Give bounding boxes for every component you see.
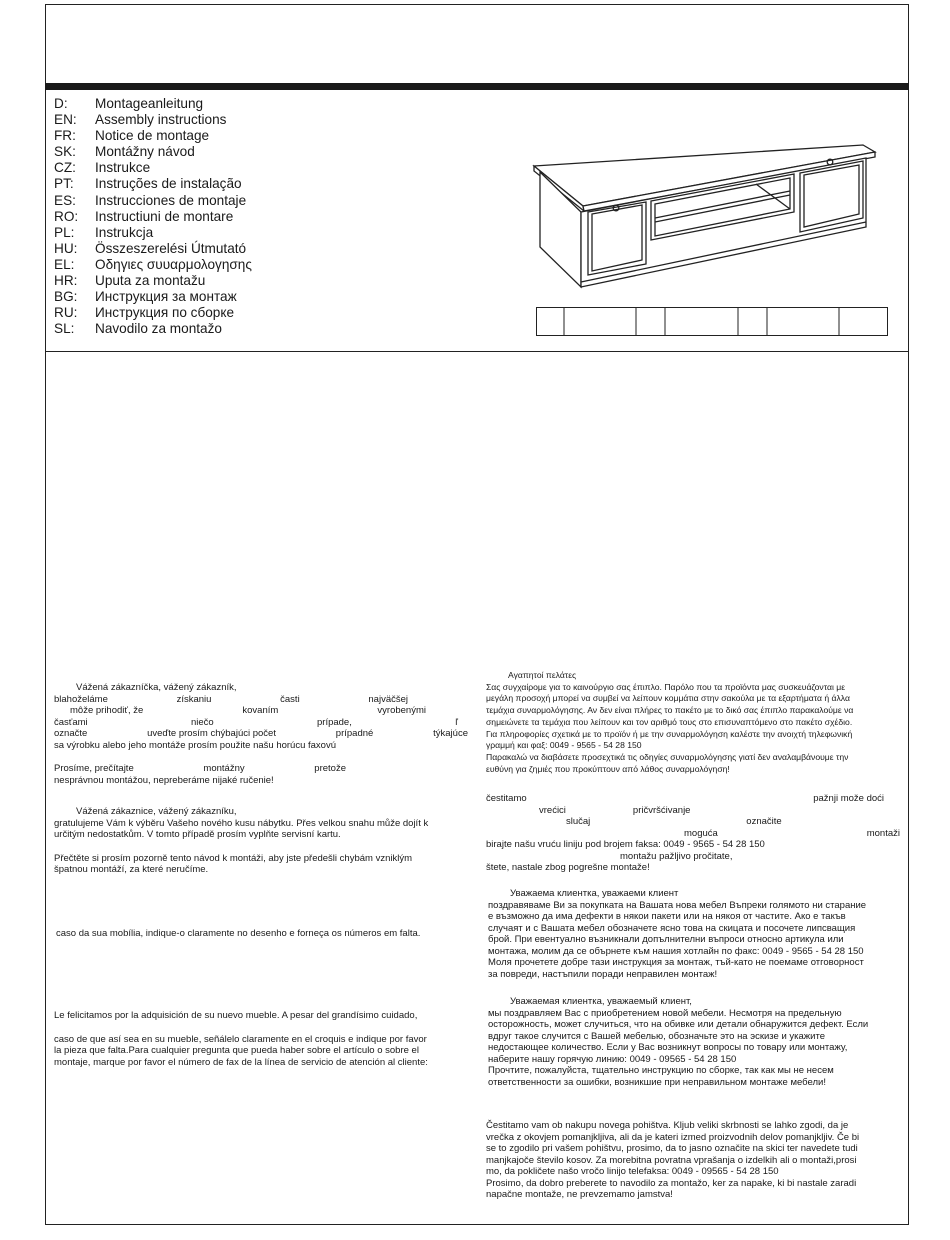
word: Prosíme, prečítajte: [54, 763, 134, 774]
note-line: вдруг такое случится с Вашей мебелью, обозначьте это на эскизе и укажите: [488, 1030, 825, 1042]
language-row-sk: [54, 144, 252, 160]
note-line: napačne montaže, ne prevzemamo jamstva!: [486, 1189, 673, 1200]
note-line: [54, 763, 346, 775]
word: prípadné: [335, 728, 374, 739]
language-code: RO:: [54, 208, 79, 224]
word: časti: [280, 693, 300, 705]
word: najväčšej: [368, 693, 408, 705]
language-title: Összeszerelési Útmutató: [95, 240, 247, 256]
note-line: Přečtěte si prosím pozorně tento návod k montáži, aby jste předešli chybám vzniklým: [54, 852, 412, 864]
word: časťami: [54, 716, 88, 728]
word: čestitamo: [486, 793, 527, 804]
language-row-pl: [54, 225, 252, 241]
note-line: štete, nastale zbog pogrešne montaže!: [486, 862, 650, 873]
language-row-el: [54, 257, 252, 273]
language-code: CZ:: [54, 160, 76, 176]
language-code: EN:: [54, 112, 77, 128]
note-bg: [488, 888, 866, 980]
note-es: [54, 1010, 428, 1068]
language-code: PT:: [54, 176, 74, 192]
note-line: Prosimo, da dobro preberete to navodilo za montažo, ker za napake, ki bi nastale zaradi: [486, 1177, 857, 1189]
language-title: Navodilo za montažo: [95, 321, 222, 337]
word: označite: [746, 816, 782, 827]
language-title: Montážny návod: [95, 144, 195, 160]
language-title: Instrukce: [95, 160, 151, 176]
note-line: τεμάχια συναρμολόγησης. Αν δεν είναι πλήρες το πακέτο με το δικό σας έπιπλο παρακαλούμε να: [486, 705, 854, 716]
note-pt: [56, 928, 420, 940]
language-title: Montageanleitung: [95, 96, 204, 111]
word: vrećici: [539, 804, 566, 816]
language-row-ro: [54, 209, 252, 225]
note-line: γραμμή και φαξ: 0049 - 9565 - 54 28 150: [486, 740, 642, 751]
note-greeting: Уважаема клиентка, уважаеми клиент: [510, 888, 679, 899]
language-row-cz: [54, 160, 252, 176]
language-title: Instrucciones de montaje: [95, 192, 247, 208]
note-line: sa výrobku alebo jeho montáže prosím použite našu horúcu faxovú: [54, 739, 336, 751]
language-code: RU:: [54, 305, 78, 321]
language-title: Assembly instructions: [95, 112, 227, 128]
header-rule: [45, 83, 909, 90]
note-line: [486, 816, 900, 828]
note-line: určitým nedostatkům. V tomto případě prosím vyplňte servisní kartu.: [54, 829, 341, 840]
note-line: nesprávnou montážou, nepreberáme nijaké ručenie!: [54, 774, 274, 786]
language-title: Instruções de instalação: [95, 176, 242, 192]
note-line: caso da sua mobília, indique-o claramente no desenho e forneça os números em falta.: [56, 928, 421, 939]
language-code: D:: [54, 96, 68, 111]
note-greeting: Vážená zákaznice, vážený zákazníku,: [76, 806, 237, 817]
language-code: HU:: [54, 240, 78, 256]
word: vyrobenými: [377, 705, 426, 716]
note-line: se to zgodilo pri vašem pohištvu, prosimo, da to jasno označite na skici ter navedete tudi: [486, 1143, 858, 1154]
note-line: наберите нашу горячую линию: 0049 - 09565 - 54 28 150: [488, 1053, 737, 1065]
language-row-fr: [54, 128, 252, 144]
word: týkajúce: [433, 728, 468, 739]
note-line: montažu pažljivo pročitate,: [620, 850, 733, 862]
note-line: [486, 793, 884, 805]
note-line: σημειώνετε τα τεμάχια που λείπουν και τον αριθμό τους στο επισυναπτόμενο στο πακέτο σχέδιο.: [486, 716, 853, 727]
language-row-d: [54, 96, 252, 112]
note-line: vrečka z okovjem pomanjkljiva, ali da je kateri izmed proizvodnih delov pomanjkljiv. Če bi: [486, 1131, 860, 1143]
note-line: за повреди, настъпили поради неправилен монтаж!: [488, 968, 718, 980]
language-row-sl: [54, 321, 252, 337]
language-row-en: [54, 112, 252, 128]
article-number-boxes: [536, 307, 888, 336]
word: môže prihodiť, že: [70, 705, 144, 716]
note-line: Прочтите, пожалуйста, тщательно инструкцию по сборке, так как мы не несем: [488, 1065, 834, 1076]
note-el: [486, 670, 853, 775]
note-line: мы поздравляем Вас с приобретением новой мебели. Несмотря на предельную: [488, 1007, 842, 1019]
note-greeting: Αγαπητοί πελάτες: [508, 670, 577, 680]
note-line: mo, da pokličete našo vročo linijo telefaksa: 0049 - 09565 - 54 28 150: [486, 1166, 779, 1177]
note-cz: [54, 806, 428, 876]
language-title: Uputa za montažu: [95, 273, 206, 289]
language-title: Инструкция по сборке: [95, 305, 235, 321]
word: prípade,: [317, 716, 352, 728]
language-title: Instrukcja: [95, 224, 154, 240]
note-line: la pieza que falta.Para cualquier pregunta que pueda haber sobre el artículo o sobre el: [54, 1045, 419, 1056]
word: kovaním: [242, 705, 279, 716]
word: blahoželáme: [54, 693, 108, 705]
language-code: HR:: [54, 273, 78, 289]
note-line: ευθύνη για ζημιές που προκύπτουν από λάθος συναρμολόγηση!: [486, 763, 730, 774]
language-title: Instructiuni de montare: [95, 208, 234, 224]
note-line: Σας συγχαίρομε για το καινούργιο σας έπιπλο. Παρόλο που τα προϊόντα μας συσκευάζονται με: [486, 681, 846, 692]
language-code: EL:: [54, 256, 75, 272]
note-line: поздравяваме Ви за покупката на Вашата нова мебел Въпреки голямото ни старание: [488, 899, 867, 911]
note-line: [486, 805, 900, 817]
word: pričvršćivanje: [632, 804, 691, 816]
note-line: špatnou montáží, za které neručíme.: [54, 864, 209, 875]
note-line: [54, 705, 426, 717]
note-line: gratulujeme Vám k výběru Vašeho nového kusu nábytku. Přes velkou snahu může dojít k: [54, 817, 429, 829]
note-line: брой. При евентуално възникнали допълнителни въпроси относно артикула или: [488, 934, 844, 945]
language-title: Notice de montage: [95, 128, 210, 144]
note-line: осторожность, может случиться, что на обивке или детали обнаружится дефект. Если: [488, 1019, 869, 1030]
note-line: Παρακαλώ να διαβάσετε προσεχτικά τις οδηγίες συναρμολόγησης γιατί δεν αναλαμβάνουμε την: [486, 751, 849, 762]
note-line: [486, 828, 900, 840]
word: pretože: [314, 763, 346, 774]
language-code: BG:: [54, 289, 78, 305]
section-divider: [45, 351, 909, 352]
note-line: монтажа, молим да се обърнете към нашия хотлайн по факс: 0049 - 9565 - 54 28 150: [488, 945, 864, 957]
language-row-hu: [54, 241, 252, 257]
word: montaži: [866, 827, 900, 839]
note-line: birajte našu vruću liniju pod brojem faksa: 0049 - 9565 - 54 28 150: [486, 839, 765, 850]
note-line: μεγάλη προσοχή μπορεί να συμβεί να λείπουν κομμάτια στην σακούλα με τα εξαρτήματα ή άλλα: [486, 693, 850, 704]
word: získaniu: [176, 693, 212, 705]
language-title: Инструкция за монтаж: [95, 289, 237, 305]
note-sk: [54, 682, 468, 786]
note-line: manjkajoče število kosov. Za morebitna povratna vprašanja o izdelkih ali o montaži,prosi: [486, 1154, 857, 1166]
language-code: PL:: [54, 224, 75, 240]
word: označte: [54, 728, 88, 739]
language-code: SL:: [54, 321, 75, 337]
note-line: Моля прочетете добре тази инструкция за монтаж, тъй-като не поемаме отговорност: [488, 957, 864, 968]
note-hr: [486, 793, 900, 874]
language-row-es: [54, 193, 252, 209]
note-line: caso de que así sea en su mueble, señálelo claramente en el croquis e indique por favor: [54, 1033, 427, 1045]
word: slučaj: [566, 816, 591, 827]
note-line: [54, 717, 458, 729]
language-row-ru: [54, 305, 252, 321]
word: ľ: [455, 716, 458, 728]
note-line: [54, 728, 468, 740]
note-greeting: Vážená zákazníčka, vážený zákazník,: [76, 682, 237, 693]
note-line: [54, 694, 408, 706]
word: pažnji može doći: [813, 793, 884, 804]
note-line: недостающее количество. Если у Вас возникнут вопросы по товару или монтажу,: [488, 1042, 848, 1053]
language-title-list: [54, 96, 252, 337]
note-ru: [488, 996, 868, 1088]
note-line: montaje, marque por favor el número de fax de la línea de servicio de atención al cliente:: [54, 1056, 428, 1068]
note-sl: [486, 1120, 859, 1201]
note-line: Le felicitamos por la adquisición de su nuevo mueble. A pesar del grandísimo cuidado,: [54, 1010, 418, 1021]
language-code: FR:: [54, 128, 76, 144]
language-title: Οδηγιες συυαρμολογησης: [95, 256, 252, 272]
note-greeting: Уважаемая клиентка, уважаемый клиент,: [510, 996, 692, 1007]
note-line: Για πληροφορίες σχετικά με το προϊόν ή με την συναρμολόγηση καλέστε την ανοιχτή τηλεφωνική: [486, 728, 853, 739]
language-row-bg: [54, 289, 252, 305]
language-code: ES:: [54, 192, 76, 208]
language-row-hr: [54, 273, 252, 289]
word: moguća: [684, 827, 718, 839]
word: uveďte prosím chýbajúci počet: [147, 728, 276, 739]
language-code: SK:: [54, 144, 76, 160]
note-line: е възможно да има дефекти в някои пакети или на някоя от частите. Ако е такъв: [488, 911, 846, 922]
note-line: Čestitamo vam ob nakupu novega pohištva. Kljub veliki skrbnosti se lahko zgodi, da je: [486, 1120, 849, 1131]
word: niečo: [190, 716, 214, 728]
note-line: случаят и с Вашата мебел обозначете ясно това на скицата и посочете липсващия: [488, 922, 856, 934]
word: montážny: [203, 763, 245, 774]
language-row-pt: [54, 176, 252, 192]
tv-cabinet-illustration: [528, 140, 878, 305]
note-line: ответственности за ошибки, возникшие при неправильном монтаже мебели!: [488, 1076, 826, 1088]
